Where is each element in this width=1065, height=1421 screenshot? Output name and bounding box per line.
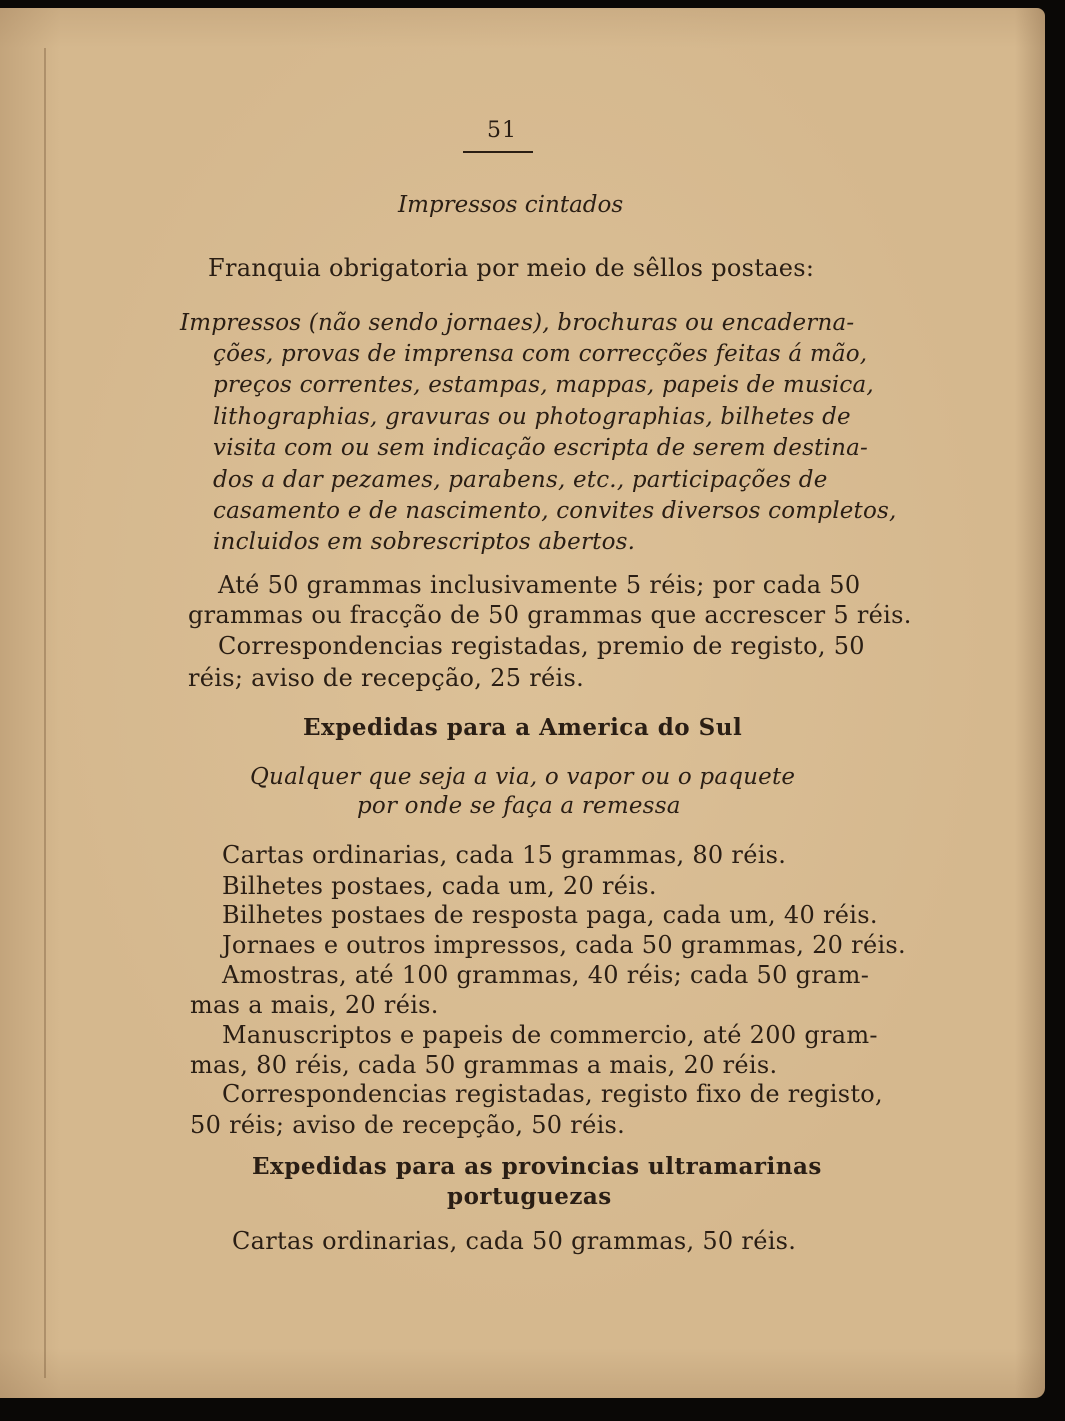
rate-line: Manuscriptos e papeis de commercio, até 200 gram- bbox=[222, 1021, 878, 1049]
description-line: casamento e de nascimento, convites diversos completos, bbox=[213, 498, 897, 524]
description-line: ções, provas de imprensa com correcções feitas á mão, bbox=[213, 341, 868, 367]
page-number-rule bbox=[463, 151, 533, 153]
rate-line: Correspondencias registadas, premio de registo, 50 bbox=[218, 632, 865, 660]
description-line: lithographias, gravuras ou photographias, bilhetes de bbox=[213, 404, 851, 430]
section-title-impressos-cintados: Impressos cintados bbox=[398, 192, 624, 218]
rate-line: Amostras, até 100 grammas, 40 réis; cada 50 gram- bbox=[222, 961, 870, 989]
rate-line: Cartas ordinarias, cada 15 grammas, 80 réis. bbox=[222, 841, 787, 869]
rate-line: grammas ou fracção de 50 grammas que accrescer 5 réis. bbox=[188, 601, 912, 629]
rate-line: Até 50 grammas inclusivamente 5 réis; por cada 50 bbox=[218, 571, 861, 599]
description-line: incluidos em sobrescriptos abertos. bbox=[213, 529, 636, 555]
description-line: Impressos (não sendo jornaes), brochuras ou encaderna- bbox=[180, 310, 855, 336]
page-gutter-line bbox=[44, 48, 46, 1378]
section-title-provincias-ultramarinas-cont: portuguezas bbox=[447, 1183, 612, 1210]
description-line: dos a dar pezames, parabens, etc., participações de bbox=[213, 467, 828, 493]
section-intro: Franquia obrigatoria por meio de sêllos postaes: bbox=[208, 254, 815, 282]
rate-line: mas a mais, 20 réis. bbox=[190, 991, 439, 1019]
description-line: preços correntes, estampas, mappas, papeis de musica, bbox=[213, 372, 874, 398]
section-title-provincias-ultramarinas: Expedidas para as provincias ultramarinas bbox=[252, 1153, 822, 1180]
section-title-america-do-sul: Expedidas para a America do Sul bbox=[303, 714, 743, 741]
rate-line: réis; aviso de recepção, 25 réis. bbox=[188, 664, 585, 692]
rate-line: 50 réis; aviso de recepção, 50 réis. bbox=[190, 1111, 626, 1139]
section-subtitle-line: por onde se faça a remessa bbox=[357, 793, 681, 819]
rate-line: Cartas ordinarias, cada 50 grammas, 50 réis. bbox=[232, 1227, 797, 1255]
rate-line: Bilhetes postaes de resposta paga, cada um, 40 réis. bbox=[222, 901, 878, 929]
page-number: 51 bbox=[487, 118, 517, 143]
section-subtitle-line: Qualquer que seja a via, o vapor ou o paquete bbox=[250, 764, 796, 790]
rate-line: mas, 80 réis, cada 50 grammas a mais, 20 réis. bbox=[190, 1051, 778, 1079]
rate-line: Bilhetes postaes, cada um, 20 réis. bbox=[222, 872, 657, 900]
rate-line: Correspondencias registadas, registo fixo de registo, bbox=[222, 1080, 883, 1108]
description-line: visita com ou sem indicação escripta de serem destina- bbox=[213, 435, 868, 461]
rate-line: Jornaes e outros impressos, cada 50 grammas, 20 réis. bbox=[222, 931, 906, 959]
